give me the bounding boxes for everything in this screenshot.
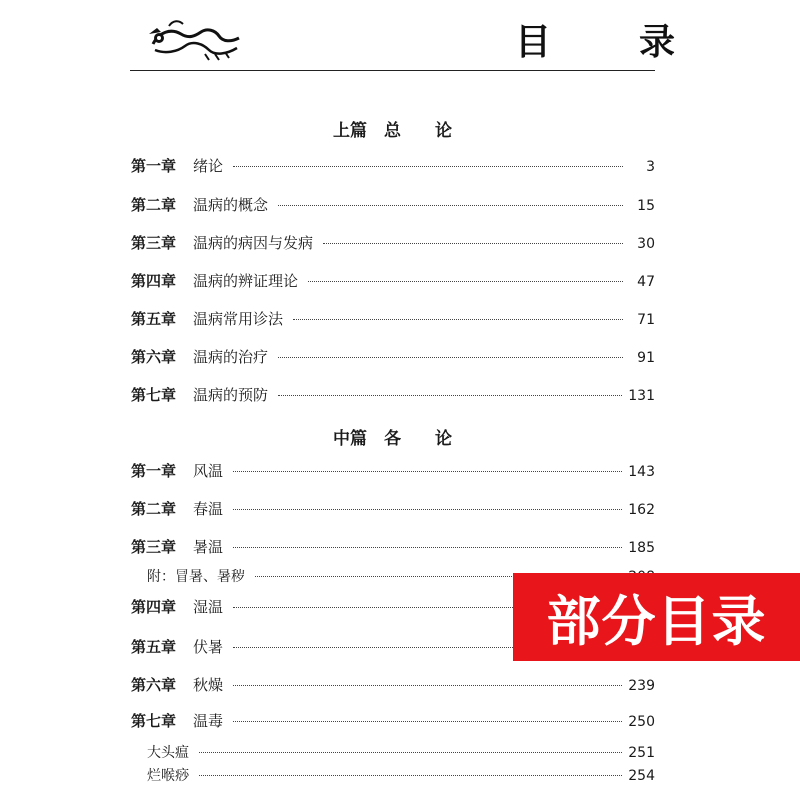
chapter-number: 第七章: [131, 386, 177, 404]
toc-entry[interactable]: [131, 384, 655, 406]
page-number: 71: [637, 312, 655, 328]
toc-subentry[interactable]: [147, 765, 655, 787]
page-number: 185: [628, 540, 655, 556]
dot-leader: [278, 395, 622, 396]
page-number: 162: [628, 502, 655, 518]
page-number: 239: [628, 678, 655, 694]
toc-entry[interactable]: [131, 308, 655, 330]
chapter-number: 第一章: [131, 462, 177, 480]
chapter-title: 温毒: [193, 712, 224, 730]
chapter-title: 绪论: [193, 157, 224, 175]
toc-entry[interactable]: [131, 460, 655, 482]
chapter-title: 暑温: [193, 538, 224, 556]
page-number: 131: [628, 388, 655, 404]
chapter-number: 第四章: [131, 598, 177, 616]
dot-leader: [278, 205, 623, 206]
toc-entry[interactable]: [131, 710, 655, 732]
dot-leader: [323, 243, 623, 244]
dot-leader: [233, 509, 622, 510]
dot-leader: [308, 281, 623, 282]
chapter-title: 温病的预防: [193, 386, 269, 404]
page-number: 254: [628, 768, 655, 784]
chapter-number: 第四章: [131, 272, 177, 290]
dot-leader: [293, 319, 623, 320]
page-number: 143: [628, 464, 655, 480]
page-number: 250: [628, 714, 655, 730]
chapter-number: 第六章: [131, 676, 177, 694]
dot-leader: [233, 471, 622, 472]
section-title: 上篇 总 论: [333, 121, 452, 141]
toc-entry[interactable]: [131, 536, 655, 558]
page-number: 3: [646, 159, 655, 175]
dragon-ornament-icon: [145, 14, 245, 62]
partial-toc-banner: 部分目录: [513, 573, 800, 661]
page-number: 251: [628, 745, 655, 761]
dot-leader: [199, 775, 622, 776]
chapter-title: 温病的治疗: [193, 348, 269, 366]
chapter-number: 第一章: [131, 157, 177, 175]
chapter-title: 温病的辨证理论: [193, 272, 299, 290]
chapter-number: 第五章: [131, 638, 177, 656]
chapter-title: 温病常用诊法: [193, 310, 284, 328]
toc-entry[interactable]: [131, 155, 655, 177]
dot-leader: [233, 166, 623, 167]
section-title: 中篇 各 论: [333, 429, 452, 449]
subentry-title: 大头瘟: [147, 745, 189, 761]
chapter-title: 温病的概念: [193, 196, 269, 214]
dot-leader: [233, 721, 622, 722]
page-number: 91: [637, 350, 655, 366]
subentry-title: 烂喉痧: [147, 768, 189, 784]
header-rule: [130, 70, 655, 71]
page-number: 15: [637, 198, 655, 214]
chapter-title: 伏暑: [193, 638, 224, 656]
chapter-title: 春温: [193, 500, 224, 518]
chapter-title: 温病的病因与发病: [193, 234, 314, 252]
chapter-title: 湿温: [193, 598, 224, 616]
dot-leader: [233, 685, 622, 686]
chapter-number: 第六章: [131, 348, 177, 366]
page-number: 47: [637, 274, 655, 290]
toc-entry[interactable]: [131, 270, 655, 292]
dot-leader: [278, 357, 623, 358]
chapter-number: 第三章: [131, 234, 177, 252]
dot-leader: [233, 547, 622, 548]
toc-entry[interactable]: [131, 194, 655, 216]
dot-leader: [199, 752, 622, 753]
chapter-number: 第三章: [131, 538, 177, 556]
chapter-number: 第五章: [131, 310, 177, 328]
page-number: 30: [637, 236, 655, 252]
toc-entry[interactable]: [131, 498, 655, 520]
page-title: 目 录: [515, 22, 702, 63]
toc-entry[interactable]: [131, 674, 655, 696]
toc-entry[interactable]: [131, 232, 655, 254]
chapter-title: 风温: [193, 462, 224, 480]
chapter-number: 第二章: [131, 196, 177, 214]
toc-entry[interactable]: [131, 346, 655, 368]
chapter-number: 第七章: [131, 712, 177, 730]
subentry-title: 附：冒暑、暑秽: [147, 569, 245, 585]
toc-subentry[interactable]: [147, 742, 655, 764]
chapter-number: 第二章: [131, 500, 177, 518]
chapter-title: 秋燥: [193, 676, 224, 694]
bleed-through-text: [320, 0, 405, 19]
